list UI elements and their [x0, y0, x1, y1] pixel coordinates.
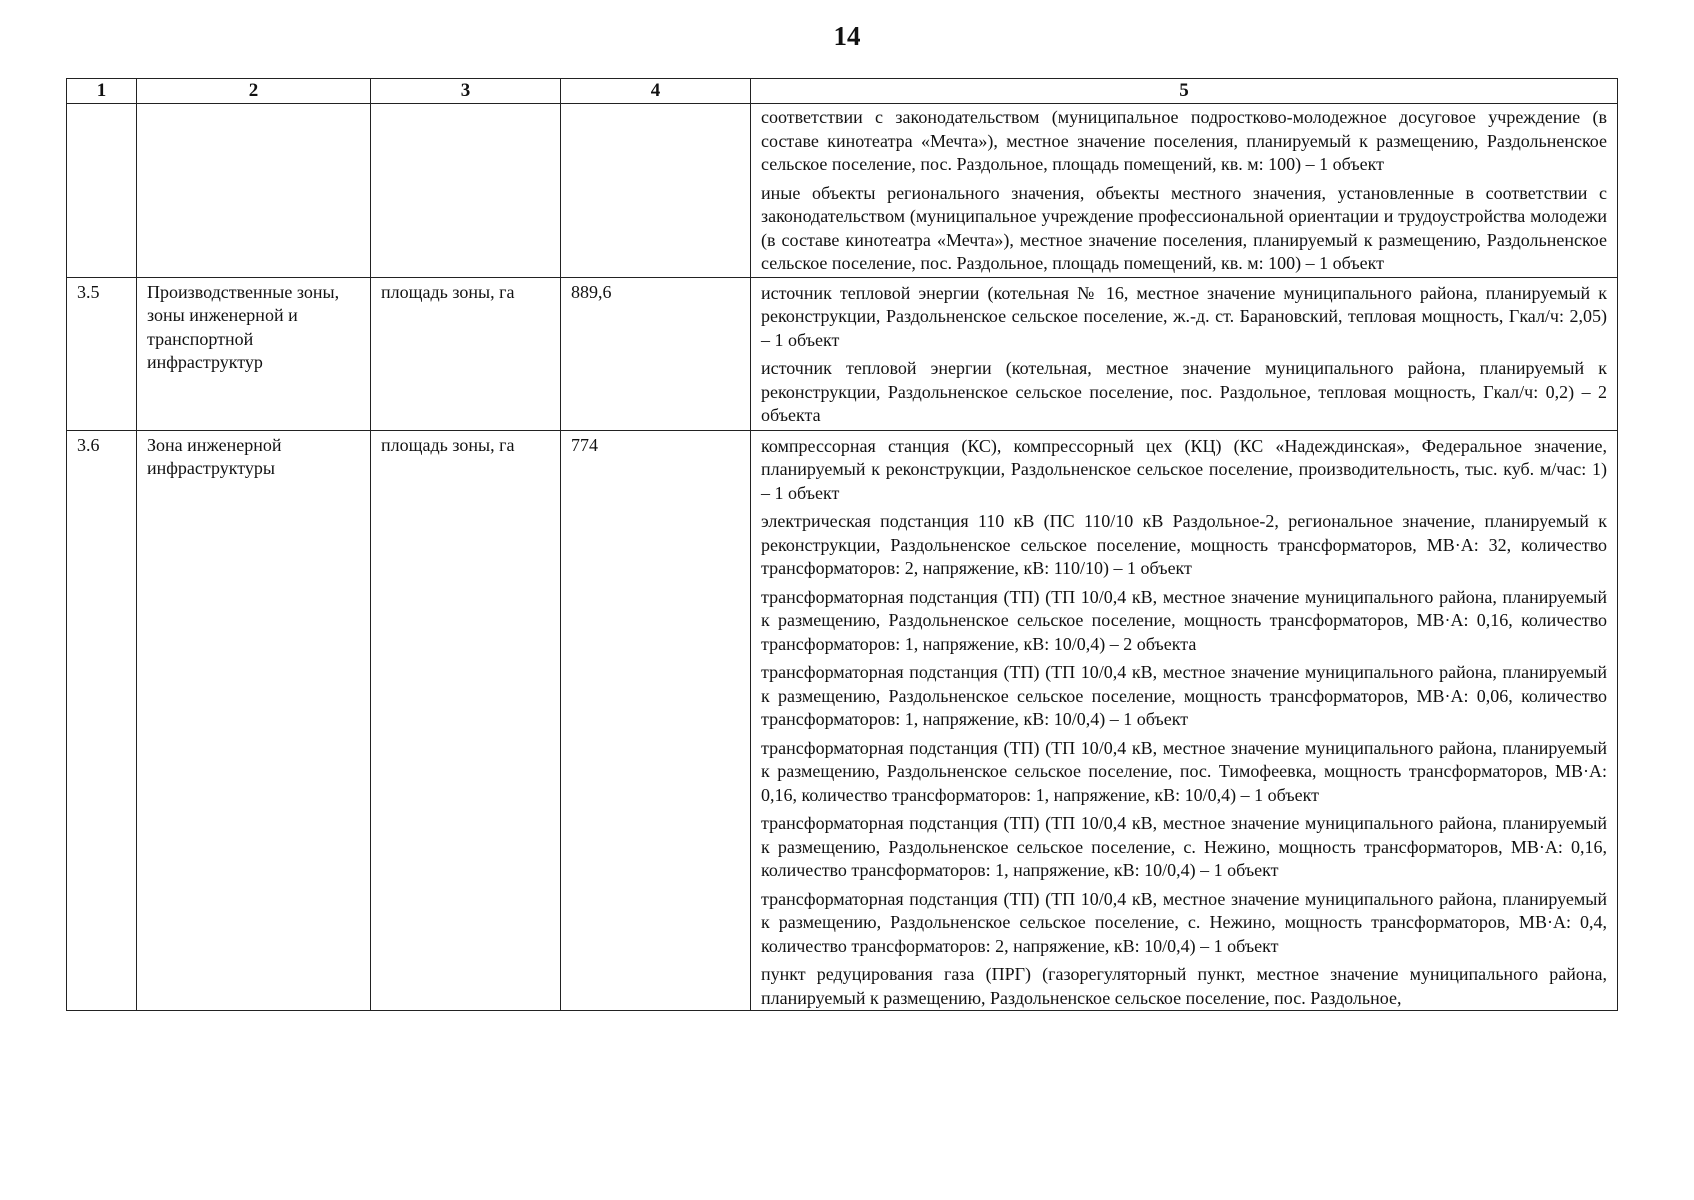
parameter-name: площадь зоны, га	[381, 281, 515, 302]
objects-cell	[751, 104, 1618, 278]
row-number	[67, 104, 136, 107]
table-row	[67, 430, 1618, 1011]
zone-name: Зона инженерной инфраструктуры	[147, 434, 282, 478]
object-entry: трансформаторная подстанция (ТП) (ТП 10/0,4 кВ, местное значение муниципального района, планируемый к размещению, Раздольненское сельское поселение, с. Нежино, мощность трансформаторов, МВ·А: 0,4, количество трансформаторов: 2, напряжение, кВ: 10/0,4) – 1 объект	[761, 888, 1607, 956]
table-row	[67, 277, 1618, 430]
object-entry: трансформаторная подстанция (ТП) (ТП 10/0,4 кВ, местное значение муниципального района, планируемый к размещению, Раздольненское сельское поселение, с. Нежино, мощность трансформаторов, МВ·А: 0,16, количество трансформаторов: 1, напряжение, кВ: 10/0,4) – 1 объект	[761, 813, 1607, 880]
parameter-value: 774	[571, 434, 598, 455]
column-header: 2	[137, 79, 371, 104]
row-number: 3.6	[77, 434, 100, 455]
parameter-value: 889,6	[571, 281, 612, 302]
parameter-cell	[371, 277, 561, 430]
row-number-cell	[67, 104, 137, 278]
value-cell	[561, 104, 751, 278]
row-number-cell	[67, 277, 137, 430]
parameter-cell	[371, 104, 561, 278]
table-header-row	[67, 79, 1618, 104]
parameter-cell	[371, 430, 561, 1011]
column-header: 5	[751, 79, 1618, 104]
parameter-value	[561, 104, 750, 107]
value-cell	[561, 277, 751, 430]
objects-cell	[751, 277, 1618, 430]
page-number: 14	[833, 21, 861, 51]
zone-name: Производственные зоны, зоны инженерной и транспортной инфраструктур	[147, 281, 340, 372]
object-entry: компрессорная станция (КС), компрессорный цех (КЦ) (КС «Надеждинская», Федеральное значение, планируемый к реконструкции, Раздольненское сельское поселение, производительность, тыс. куб. м/час: 1) – 1 объект	[761, 435, 1607, 503]
parameter-name: площадь зоны, га	[381, 434, 515, 455]
object-entry: трансформаторная подстанция (ТП) (ТП 10/0,4 кВ, местное значение муниципального района, планируемый к размещению, Раздольненское сельское поселение, мощность трансформаторов, МВ·А: 0,16, количество трансформаторов: 1, напряжение, кВ: 10/0,4) – 2 объекта	[761, 586, 1607, 654]
column-header: 3	[371, 79, 561, 104]
table-row	[67, 104, 1618, 278]
zone-name	[137, 104, 370, 107]
column-header: 4	[561, 79, 751, 104]
object-entry: пункт редуцирования газа (ПРГ) (газорегуляторный пункт, местное значение муниципального района, планируемый к размещению, Раздольненское сельское поселение, пос. Раздольное,	[761, 964, 1607, 1008]
row-number-cell	[67, 430, 137, 1011]
column-header: 1	[67, 79, 137, 104]
object-entry: источник тепловой энергии (котельная № 16, местное значение муниципального района, планируемый к реконструкции, Раздольненское сельское поселение, ж.-д. ст. Барановский, тепловая мощность, Гкал/ч: 2,05) – 1 объект	[761, 282, 1607, 350]
zone-name-cell	[137, 104, 371, 278]
parameter-name	[371, 104, 560, 107]
zone-name-cell	[137, 277, 371, 430]
planning-table	[66, 78, 1618, 1011]
zone-name-cell	[137, 430, 371, 1011]
object-entry: трансформаторная подстанция (ТП) (ТП 10/0,4 кВ, местное значение муниципального района, планируемый к размещению, Раздольненское сельское поселение, пос. Тимофеевка, мощность трансформаторов, МВ·А: 0,16, количество трансформаторов: 1, напряжение, кВ: 10/0,4) – 1 объект	[761, 737, 1607, 805]
object-entry: иные объекты регионального значения, объекты местного значения, установленные в соответствии с законодательством (муниципальное учреждение профессиональной ориентации и трудоустройства молодежи (в составе кинотеатра «Мечта»), местное значение поселения, планируемый к размещению, Раздольненское сельское поселение, пос. Раздольное, площадь помещений, кв. м: 100) – 1 объект	[761, 182, 1607, 273]
value-cell	[561, 430, 751, 1011]
object-entry: источник тепловой энергии (котельная, местное значение муниципального района, планируемый к реконструкции, Раздольненское сельское поселение, пос. Раздольное, тепловая мощность, Гкал/ч: 0,2) – 2 объекта	[761, 358, 1607, 425]
object-entry: трансформаторная подстанция (ТП) (ТП 10/0,4 кВ, местное значение муниципального района, планируемый к размещению, Раздольненское сельское поселение, мощность трансформаторов, МВ·А: 0,06, количество трансформаторов: 1, напряжение, кВ: 10/0,4) – 1 объект	[761, 662, 1607, 729]
object-entry: соответствии с законодательством (муниципальное подростково-молодежное досуговое учреждение (в составе кинотеатра «Мечта»), местное значение поселения, планируемый к размещению, Раздольненское сельское поселение, пос. Раздольное, площадь помещений, кв. м: 100) – 1 объект	[761, 107, 1607, 174]
object-entry: электрическая подстанция 110 кВ (ПС 110/10 кВ Раздольное-2, региональное значение, планируемый к реконструкции, Раздольненское сельское поселение, мощность трансформаторов, МВ·А: 32, количество трансформаторов: 2, напряжение, кВ: 110/10) – 1 объект	[761, 511, 1607, 578]
row-number: 3.5	[77, 281, 100, 302]
objects-cell	[751, 430, 1618, 1011]
